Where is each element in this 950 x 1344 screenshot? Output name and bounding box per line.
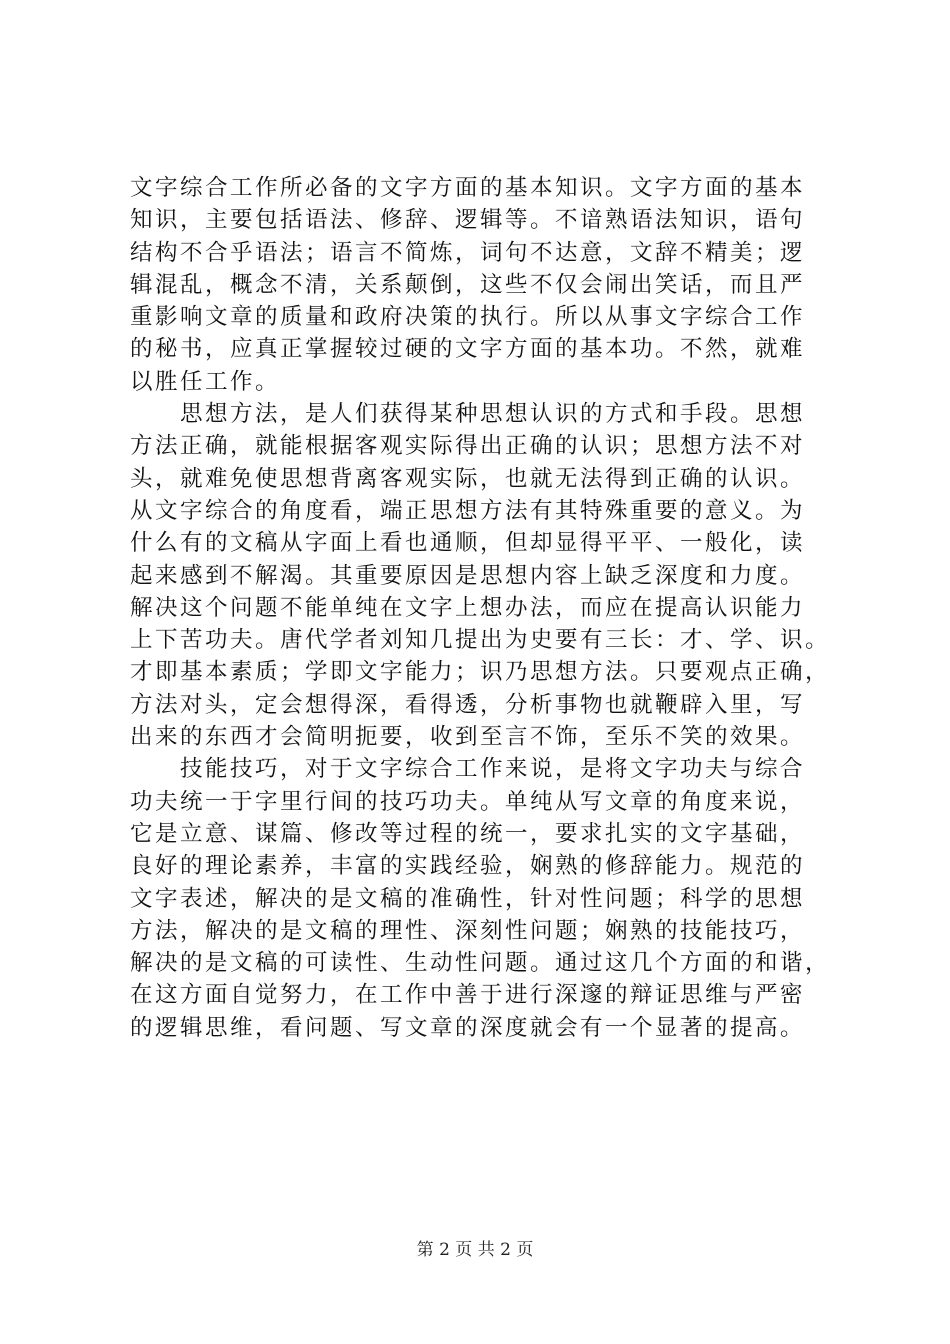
text-line: 的秘书，应真正掌握较过硬的文字方面的基本功。不然，就难 bbox=[130, 336, 806, 363]
text-line: 辑混乱，概念不清，关系颠倒，这些不仅会闹出笑话，而且严 bbox=[130, 271, 806, 298]
text-line: 技能技巧，对于文字综合工作来说，是将文字功夫与综合 bbox=[130, 756, 806, 783]
text-line: 出来的东西才会简明扼要，收到至言不饰，至乐不笑的效果。 bbox=[130, 724, 806, 751]
text-line: 它是立意、谋篇、修改等过程的统一，要求扎实的文字基础， bbox=[130, 820, 806, 847]
page-number-footer: 第 2 页 共 2 页 bbox=[416, 1240, 534, 1260]
text-line: 文字表述，解决的是文稿的准确性，针对性问题；科学的思想 bbox=[130, 885, 806, 912]
text-line: 方法对头，定会想得深，看得透，分析事物也就鞭辟入里，写 bbox=[130, 691, 806, 718]
text-line: 的逻辑思维，看问题、写文章的深度就会有一个显著的提高。 bbox=[130, 1014, 806, 1041]
text-line: 结构不合乎语法；语言不简炼，词句不达意，文辞不精美；逻 bbox=[130, 239, 806, 266]
text-line: 方法，解决的是文稿的理性、深刻性问题；娴熟的技能技巧， bbox=[130, 917, 806, 944]
text-line: 知识，主要包括语法、修辞、逻辑等。不谙熟语法知识，语句 bbox=[130, 207, 806, 234]
text-line: 思想方法，是人们获得某种思想认识的方式和手段。思想 bbox=[130, 401, 806, 428]
text-line: 重影响文章的质量和政府决策的执行。所以从事文字综合工作 bbox=[130, 304, 806, 331]
text-line: 良好的理论素养，丰富的实践经验，娴熟的修辞能力。规范的 bbox=[130, 853, 806, 880]
text-line: 头，就难免使思想背离客观实际，也就无法得到正确的认识。 bbox=[130, 465, 806, 492]
text-line: 什么有的文稿从字面上看也通顺，但却显得平平、一般化，读 bbox=[130, 530, 806, 557]
document-body bbox=[130, 172, 830, 1044]
text-line: 起来感到不解渴。其重要原因是思想内容上缺乏深度和力度。 bbox=[130, 562, 806, 589]
text-line: 在这方面自觉努力，在工作中善于进行深邃的辩证思维与严密 bbox=[130, 982, 806, 1009]
text-line: 从文字综合的角度看，端正思想方法有其特殊重要的意义。为 bbox=[130, 497, 806, 524]
text-line: 以胜任工作。 bbox=[130, 368, 281, 395]
text-line: 解决的是文稿的可读性、生动性问题。通过这几个方面的和谐， bbox=[130, 950, 831, 977]
text-line: 才即基本素质；学即文字能力；识乃思想方法。只要观点正确， bbox=[130, 659, 831, 686]
text-line: 解决这个问题不能单纯在文字上想办法，而应在提高认识能力 bbox=[130, 594, 806, 621]
text-line: 方法正确，就能根据客观实际得出正确的认识；思想方法不对 bbox=[130, 433, 806, 460]
text-line: 上下苦功夫。唐代学者刘知几提出为史要有三长：才、学、识。 bbox=[130, 627, 831, 654]
text-line: 功夫统一于字里行间的技巧功夫。单纯从写文章的角度来说， bbox=[130, 788, 806, 815]
text-line: 文字综合工作所必备的文字方面的基本知识。文字方面的基本 bbox=[130, 175, 806, 201]
